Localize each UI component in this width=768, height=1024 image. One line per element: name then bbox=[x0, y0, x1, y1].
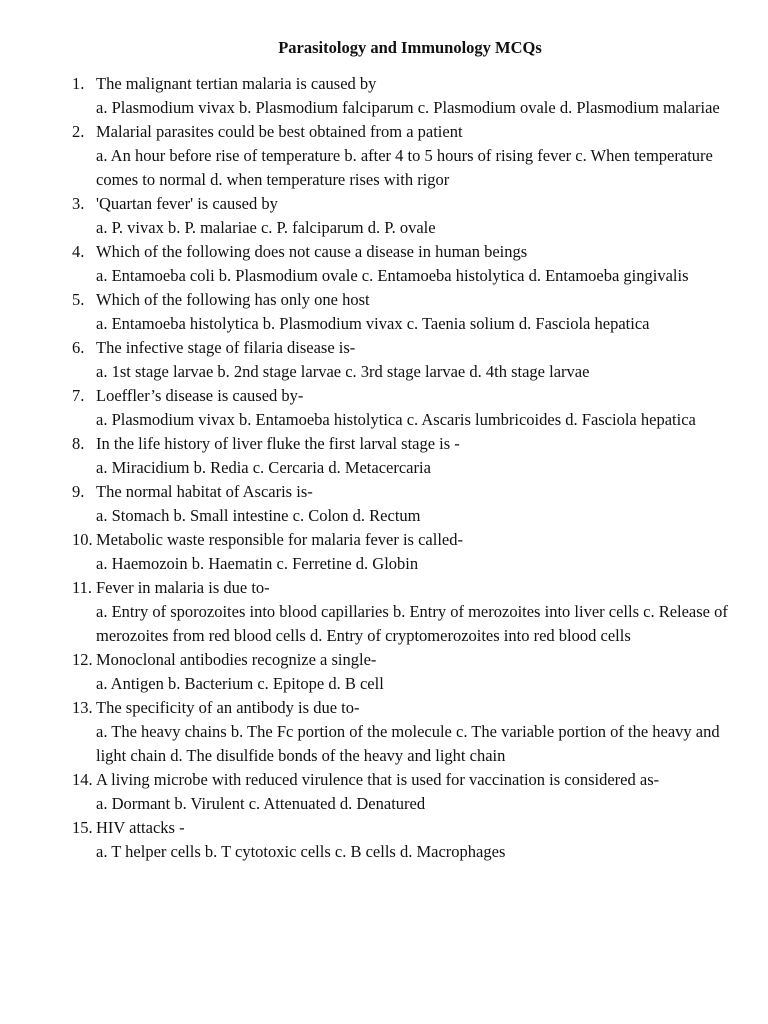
option-b: b. 2nd stage larvae bbox=[217, 362, 342, 381]
question-text: In the life history of liver fluke the first larval stage is - bbox=[96, 434, 460, 453]
option-c: c. P. falciparum bbox=[260, 218, 364, 237]
option-a: a. The heavy chains bbox=[96, 722, 227, 741]
option-d: d. P. ovale bbox=[367, 218, 436, 237]
option-c: c. When temperature comes to normal bbox=[96, 146, 717, 189]
question-item bbox=[72, 336, 728, 384]
option-a: a. Entamoeba coli bbox=[96, 266, 215, 285]
question-text: Which of the following does not cause a disease in human beings bbox=[96, 242, 528, 261]
question-item bbox=[72, 432, 728, 480]
option-a: a. Stomach bbox=[96, 506, 170, 525]
option-b: b. Plasmodium falciparum bbox=[239, 98, 414, 117]
option-c: c. Epitope bbox=[257, 674, 325, 693]
option-c: c. Cercaria bbox=[252, 458, 325, 477]
question-number: 15. bbox=[72, 818, 93, 837]
option-c: c. Plasmodium ovale bbox=[417, 98, 556, 117]
option-c: c. The variable portion of the heavy and light chain bbox=[96, 722, 724, 765]
option-group bbox=[96, 144, 728, 192]
question-text: Malarial parasites could be best obtained from a patient bbox=[96, 122, 463, 141]
option-group bbox=[96, 504, 728, 528]
option-b: b. The Fc portion of the molecule bbox=[230, 722, 452, 741]
option-d: d. Plasmodium malariae bbox=[559, 98, 720, 117]
question-item bbox=[72, 480, 728, 528]
option-a: a. 1st stage larvae bbox=[96, 362, 214, 381]
question-text: The infective stage of filaria disease is- bbox=[96, 338, 356, 357]
question-text: The malignant tertian malaria is caused by bbox=[96, 74, 377, 93]
option-a: a. T helper cells bbox=[96, 842, 201, 861]
option-a: a. Entry of sporozoites into blood capillaries bbox=[96, 602, 389, 621]
option-d: d. Globin bbox=[355, 554, 419, 573]
question-item bbox=[72, 696, 728, 768]
question-text: 'Quartan fever' is caused by bbox=[96, 194, 278, 213]
question-item bbox=[72, 816, 728, 864]
option-group bbox=[96, 456, 728, 480]
option-d: d. Metacercaria bbox=[328, 458, 431, 477]
question-item bbox=[72, 72, 728, 120]
question-item bbox=[72, 288, 728, 336]
option-c: c. B cells bbox=[334, 842, 396, 861]
option-d: d. B cell bbox=[328, 674, 384, 693]
question-text: Metabolic waste responsible for malaria fever is called- bbox=[96, 530, 463, 549]
option-c: c. Ferretine bbox=[276, 554, 352, 573]
option-c: c. Ascaris lumbricoides bbox=[406, 410, 562, 429]
option-a: a. An hour before rise of temperature bbox=[96, 146, 341, 165]
option-c: c. Taenia solium bbox=[406, 314, 515, 333]
option-c: c. Entamoeba histolytica bbox=[361, 266, 525, 285]
question-number: 1. bbox=[72, 74, 85, 93]
option-c: c. Attenuated bbox=[248, 794, 336, 813]
option-group bbox=[96, 600, 732, 648]
option-b: b. Redia bbox=[193, 458, 249, 477]
option-a: a. Miracidium bbox=[96, 458, 190, 477]
page-title: Parasitology and Immunology MCQs bbox=[278, 38, 542, 57]
question-text: The specificity of an antibody is due to- bbox=[96, 698, 360, 717]
question-text: Monoclonal antibodies recognize a single- bbox=[96, 650, 377, 669]
option-b: b. Bacterium bbox=[167, 674, 254, 693]
option-b: b. T cytotoxic cells bbox=[204, 842, 331, 861]
option-b: b. Haematin bbox=[191, 554, 273, 573]
option-a: a. Entamoeba histolytica bbox=[96, 314, 259, 333]
option-group bbox=[96, 96, 728, 120]
question-number: 13. bbox=[72, 698, 93, 717]
option-d: d. Fasciola hepatica bbox=[518, 314, 650, 333]
option-a: a. Dormant bbox=[96, 794, 171, 813]
option-d: d. 4th stage larvae bbox=[469, 362, 590, 381]
option-a: a. Plasmodium vivax bbox=[96, 98, 235, 117]
question-list bbox=[72, 72, 732, 864]
option-b: b. P. malariae bbox=[167, 218, 257, 237]
option-group bbox=[96, 312, 728, 336]
question-number: 12. bbox=[72, 650, 93, 669]
question-item bbox=[72, 768, 728, 816]
question-number: 5. bbox=[72, 290, 85, 309]
question-number: 6. bbox=[72, 338, 85, 357]
option-d: d. The disulfide bonds of the heavy and light chain bbox=[170, 746, 506, 765]
question-text: HIV attacks - bbox=[96, 818, 185, 837]
option-group bbox=[96, 552, 728, 576]
question-number: 11. bbox=[72, 578, 93, 597]
option-a: a. Antigen bbox=[96, 674, 164, 693]
option-b: b. Plasmodium vivax bbox=[262, 314, 403, 333]
option-c: c. Colon bbox=[292, 506, 349, 525]
option-b: b. Small intestine bbox=[173, 506, 289, 525]
option-group bbox=[96, 672, 728, 696]
question-text: Fever in malaria is due to- bbox=[96, 578, 270, 597]
option-group bbox=[96, 216, 728, 240]
question-number: 9. bbox=[72, 482, 85, 501]
question-number: 4. bbox=[72, 242, 85, 261]
question-text: Which of the following has only one host bbox=[96, 290, 370, 309]
option-d: d. Rectum bbox=[352, 506, 421, 525]
question-item bbox=[72, 192, 728, 240]
option-b: b. Entamoeba histolytica bbox=[239, 410, 403, 429]
question-item bbox=[72, 240, 728, 288]
option-b: b. Entry of merozoites into liver cells bbox=[392, 602, 639, 621]
option-d: d. Entamoeba gingivalis bbox=[528, 266, 689, 285]
option-a: a. P. vivax bbox=[96, 218, 164, 237]
question-text: Loeffler’s disease is caused by- bbox=[96, 386, 304, 405]
option-d: d. Macrophages bbox=[399, 842, 506, 861]
option-d: d. Fasciola hepatica bbox=[565, 410, 696, 429]
option-b: b. Virulent bbox=[174, 794, 245, 813]
option-a: a. Haemozoin bbox=[96, 554, 188, 573]
option-d: d. when temperature rises with rigor bbox=[210, 170, 450, 189]
question-number: 3. bbox=[72, 194, 85, 213]
option-b: b. after 4 to 5 hours of rising fever bbox=[344, 146, 572, 165]
option-group bbox=[96, 264, 728, 288]
question-number: 8. bbox=[72, 434, 85, 453]
question-item bbox=[72, 648, 728, 696]
option-a: a. Plasmodium vivax bbox=[96, 410, 235, 429]
question-item bbox=[72, 120, 728, 192]
question-item bbox=[72, 384, 728, 432]
option-group bbox=[96, 408, 728, 432]
question-text: A living microbe with reduced virulence that is used for vaccination is considered as- bbox=[96, 770, 660, 789]
option-d: d. Entry of cryptomerozoites into red blood cells bbox=[309, 626, 631, 645]
option-c: c. 3rd stage larvae bbox=[345, 362, 466, 381]
option-group bbox=[96, 720, 728, 768]
question-number: 10. bbox=[72, 530, 93, 549]
option-group bbox=[96, 840, 728, 864]
question-item bbox=[72, 528, 728, 576]
option-group bbox=[96, 360, 728, 384]
question-number: 14. bbox=[72, 770, 93, 789]
option-d: d. Denatured bbox=[339, 794, 426, 813]
question-number: 2. bbox=[72, 122, 85, 141]
question-text: The normal habitat of Ascaris is- bbox=[96, 482, 313, 501]
question-number: 7. bbox=[72, 386, 85, 405]
option-b: b. Plasmodium ovale bbox=[218, 266, 358, 285]
option-group bbox=[96, 792, 728, 816]
option-c: c. Release of merozoites from red blood cells bbox=[96, 602, 732, 645]
question-item bbox=[72, 576, 732, 648]
